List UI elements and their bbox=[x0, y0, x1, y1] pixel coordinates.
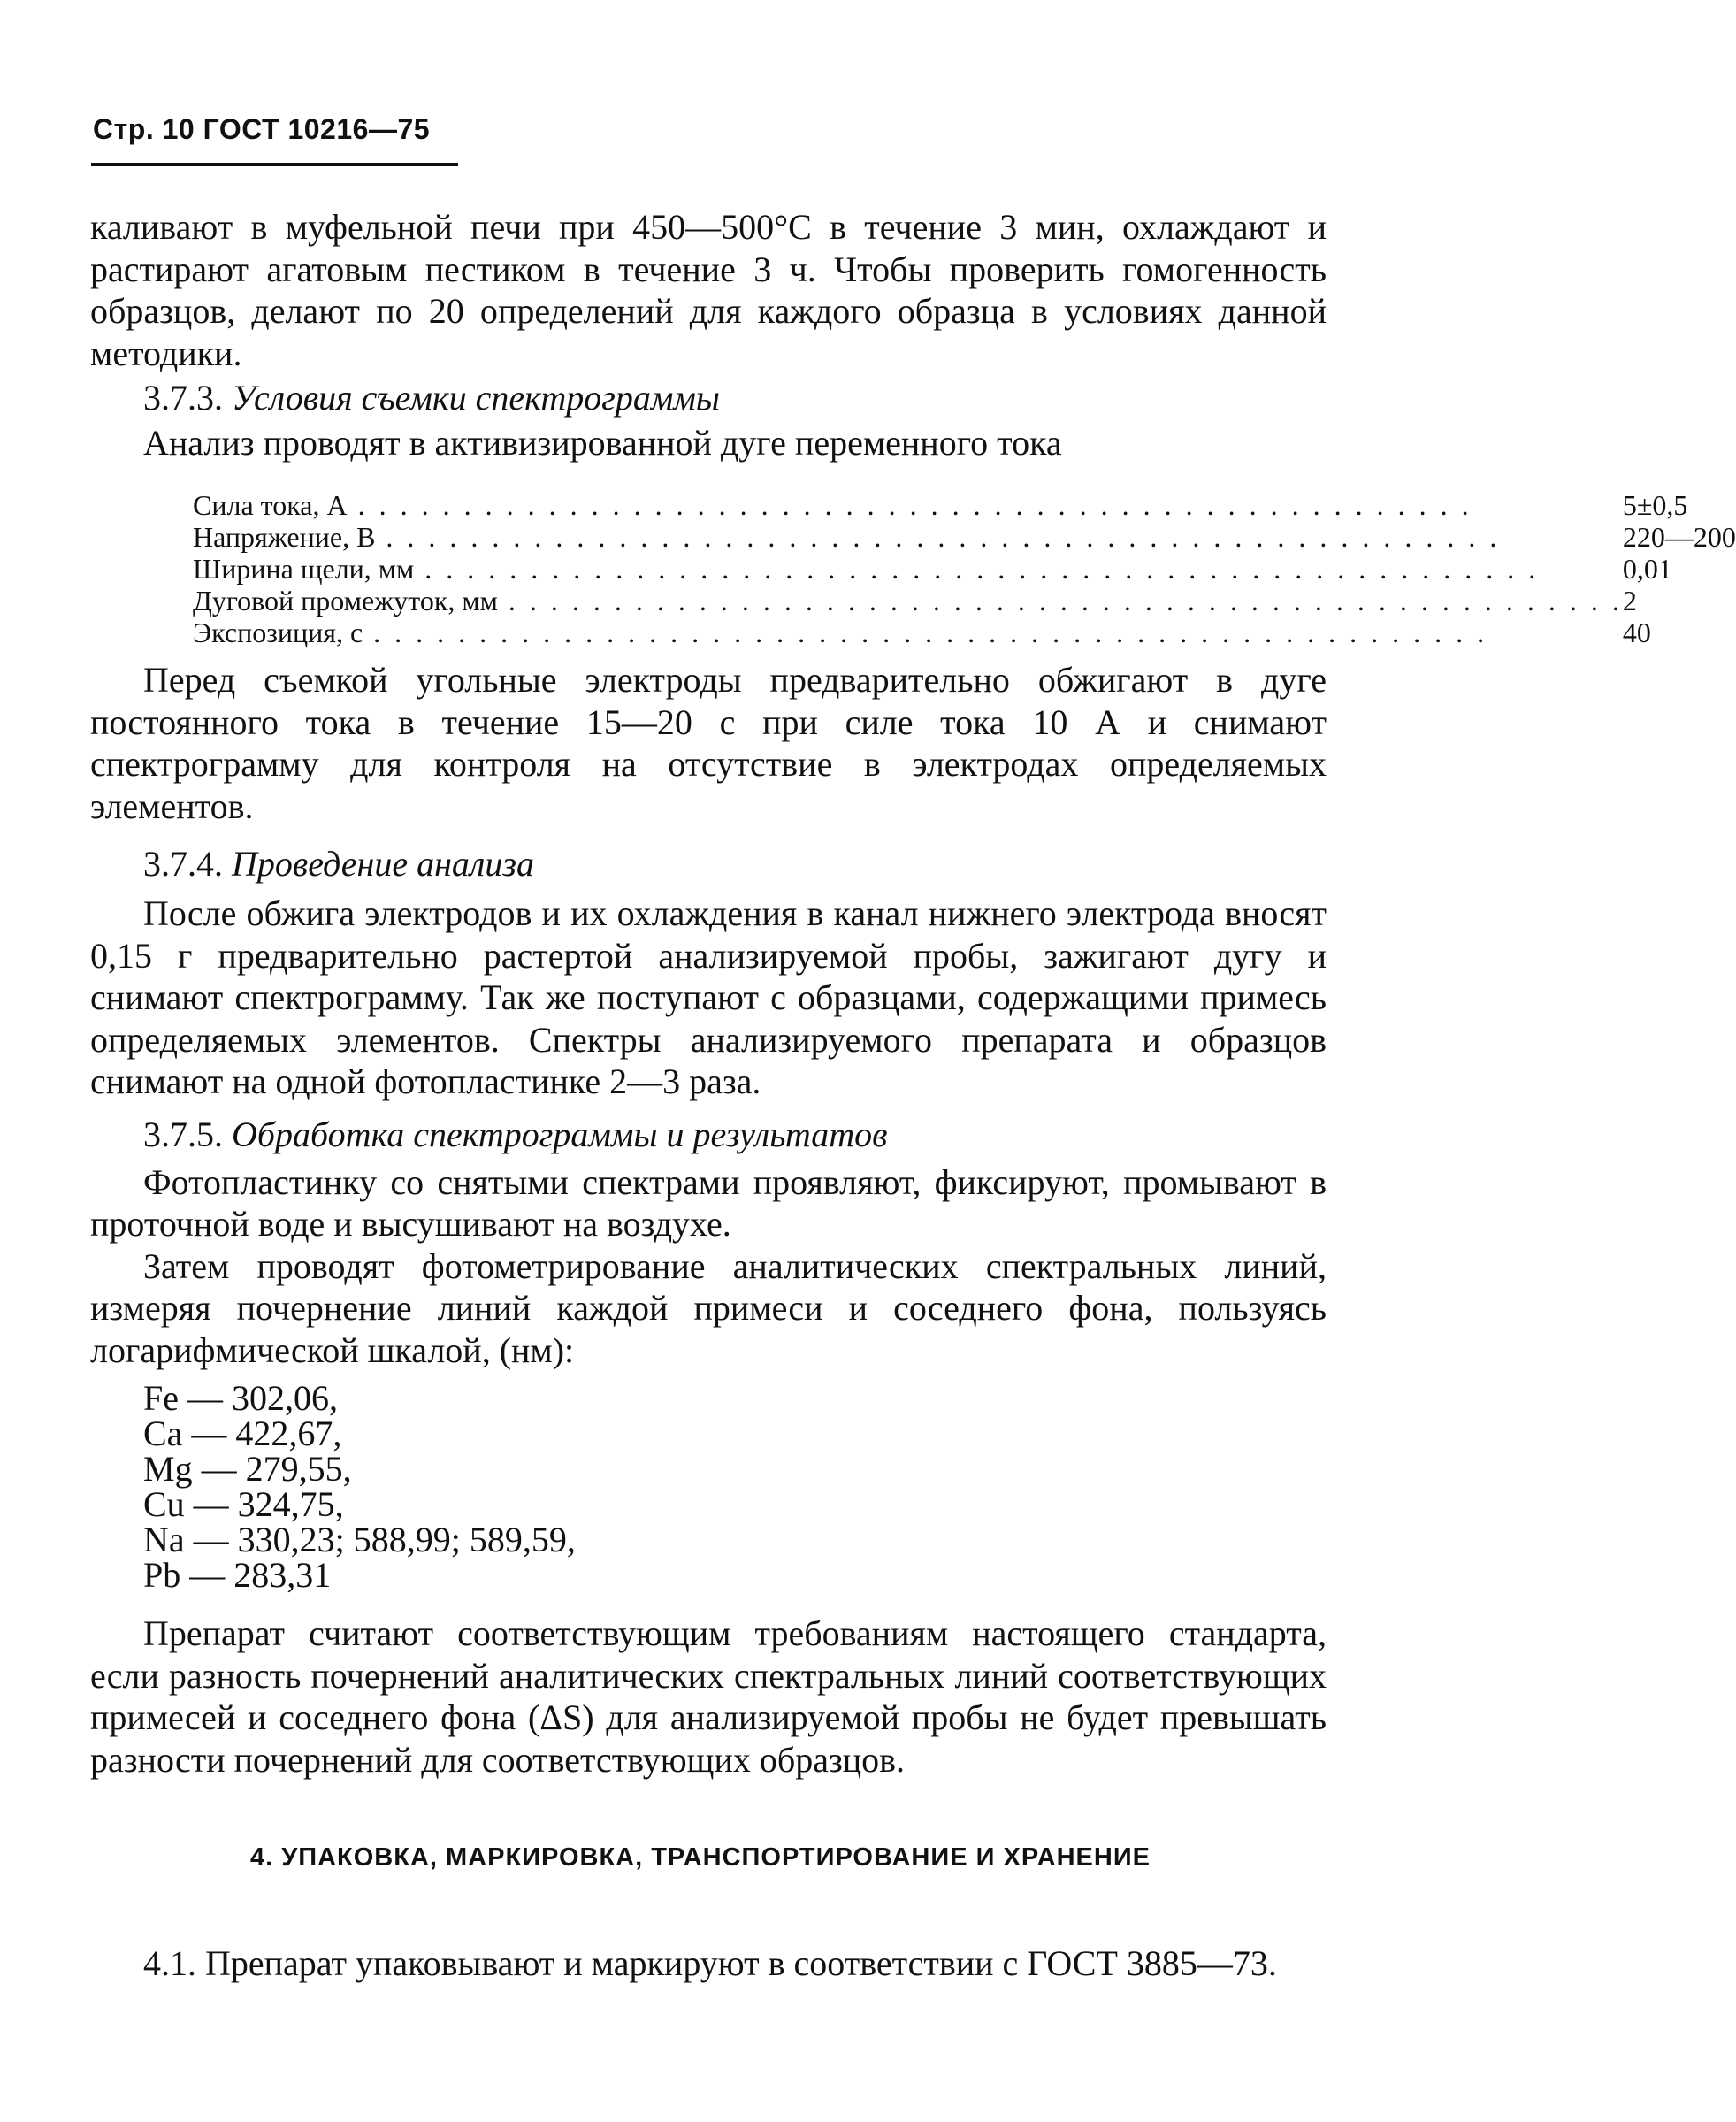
spectral-line: Cu — 324,75, bbox=[143, 1484, 344, 1524]
spec-label: Ширина щели, мм . . . bbox=[193, 553, 1539, 585]
spec-value: 40 bbox=[1622, 617, 1651, 648]
spec-label-cell bbox=[193, 489, 1623, 521]
header-rule bbox=[91, 163, 458, 166]
conclusion-block bbox=[90, 1613, 1327, 1781]
spec-label-cell bbox=[193, 521, 1623, 553]
spec-row bbox=[193, 553, 1736, 585]
section-4-block bbox=[90, 1942, 1327, 1985]
section-heading-3-7-3 bbox=[90, 377, 1327, 419]
spec-value: 220—200 bbox=[1622, 521, 1736, 553]
spec-label-cell bbox=[193, 617, 1623, 648]
paragraph-preburn: Перед съемкой угольные электроды предварительно обжигают в дуге постоянного тока в течение 15—20 с при силе тока 10 А и снимают спектрограмму для контроля на отсутствие в электродах определяемых элементов. bbox=[90, 660, 1327, 826]
paragraph-analysis: После обжига электродов и их охлаждения в канал нижнего электрода вносят 0,15 г предварительно растертой анализируемой пробы, зажигают дугу и снимают спектрограмму. Так же поступают с образцами, содержащими примесь определяемых элементов. Спектры анализируемого препарата и образцов снимают на одной фотопластинке 2—3 раза. bbox=[90, 893, 1327, 1101]
spec-label: Сила тока, А . . . bbox=[193, 489, 1472, 521]
spec-table bbox=[193, 489, 1736, 648]
paragraph-photometry: Затем проводят фотометрирование аналитических спектральных линий, измеряя почернение линий каждой примеси и соседнего фона, пользуясь логарифмической шкалой, (нм): bbox=[90, 1245, 1327, 1370]
spec-value: 5±0,5 bbox=[1622, 489, 1688, 521]
spec-row bbox=[193, 489, 1736, 521]
spec-value: 2 bbox=[1622, 585, 1637, 617]
spec-label: Напряжение, В . . . bbox=[193, 521, 1500, 553]
top-text-block bbox=[90, 206, 1327, 464]
section-title: Условия съемки спектрограммы bbox=[232, 378, 720, 418]
spec-row bbox=[193, 617, 1736, 648]
paragraph-4-1: 4.1. Препарат упаковывают и маркируют в соответствии с ГОСТ 3885—73. bbox=[143, 1943, 1277, 1983]
section-4-heading: 4. УПАКОВКА, МАРКИРОВКА, ТРАНСПОРТИРОВАНИЕ И ХРАНЕНИЕ bbox=[249, 1843, 1151, 1872]
section-number: 3.7.4. bbox=[143, 844, 223, 884]
paragraph-calcination: каливают в муфельной печи при 450—500°С в течение 3 мин, охлаждают и растирают агатовым пестиком в течение 3 ч. Чтобы проверить гомогенность образцов, делают по 20 определений для каждого образца в условиях данной методики. bbox=[90, 207, 1327, 373]
spectral-line: Mg — 279,55, bbox=[143, 1449, 352, 1489]
spec-label-cell bbox=[193, 585, 1623, 617]
section-title: Проведение анализа bbox=[232, 844, 534, 884]
spectral-line: Pb — 283,31 bbox=[143, 1555, 332, 1595]
spec-value: 0,01 bbox=[1622, 553, 1672, 585]
paragraph-photoplate: Фотопластинку со снятыми спектрами проявляют, фиксируют, промывают в проточной воде и высушивают на воздухе. bbox=[90, 1161, 1327, 1244]
section-number: 3.7.3. bbox=[143, 378, 223, 418]
spectral-line: Fe — 302,06, bbox=[143, 1378, 338, 1418]
spectral-lines-list bbox=[143, 1378, 576, 1595]
spec-row bbox=[193, 585, 1736, 617]
section-title: Обработка спектрограммы и результатов bbox=[232, 1114, 888, 1154]
section-number: 3.7.5. bbox=[143, 1114, 223, 1154]
section-heading-3-7-4 bbox=[90, 843, 1327, 885]
spectral-line: Ca — 422,67, bbox=[143, 1413, 342, 1453]
section-heading-3-7-5 bbox=[90, 1114, 1327, 1156]
spec-row bbox=[193, 521, 1736, 553]
spec-label-cell bbox=[193, 553, 1623, 585]
spec-label: Экспозиция, с . . . bbox=[193, 617, 1487, 648]
paragraph-arc: Анализ проводят в активизированной дуге переменного тока bbox=[143, 423, 1062, 463]
middle-text-block bbox=[90, 659, 1327, 1371]
paragraph-conclusion: Препарат считают соответствующим требованиям настоящего стандарта, если разность почернений аналитических спектральных линий соответствующих примесей и соседнего фона (ΔS) для анализируемой пробы не будет превышать разности почернений для соответствующих образцов. bbox=[90, 1613, 1327, 1780]
page-header: Стр. 10 ГОСТ 10216—75 bbox=[93, 113, 431, 145]
spec-label: Дуговой промежуток, мм . . . bbox=[193, 585, 1623, 617]
spectral-line: Na — 330,23; 588,99; 589,59, bbox=[143, 1520, 576, 1559]
